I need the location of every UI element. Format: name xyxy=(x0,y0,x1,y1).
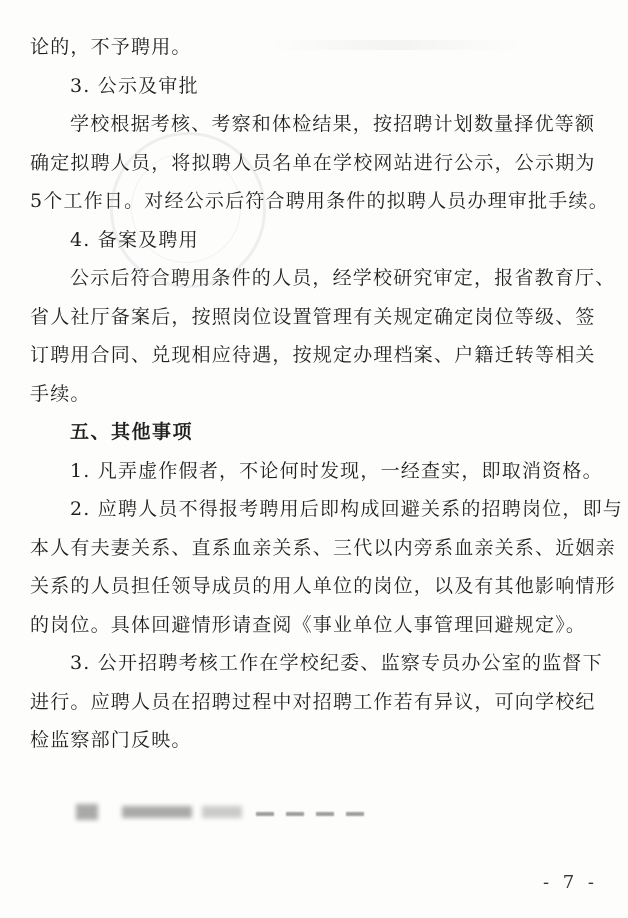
bleed-through-mark xyxy=(270,40,520,50)
body-line: 学校根据考核、考察和体检结果，按招聘计划数量择优等额 xyxy=(70,113,596,135)
body-line: 公示后符合聘用条件的人员，经学校研究审定，报省教育厅、 xyxy=(70,267,616,289)
body-line: 手续。 xyxy=(30,382,91,405)
subsection-heading: 4. 备案及聘用 xyxy=(70,228,199,251)
body-line: 省人社厅备案后，按照岗位设置管理有关规定确定岗位等级、签 xyxy=(30,305,596,328)
body-line: 1. 凡弄虚作假者，不论何时发现，一经查实，即取消资格。 xyxy=(70,459,603,482)
redacted-signature xyxy=(76,798,376,824)
body-line: 关系的人员担任领导成员的用人单位的岗位，以及有其他影响情形 xyxy=(30,575,616,597)
body-line: 2. 应聘人员不得报考聘用后即构成回避关系的招聘岗位，即与 xyxy=(70,498,623,520)
page-number: - 7 - xyxy=(542,872,598,893)
subsection-heading: 3. 公示及审批 xyxy=(70,74,199,97)
body-line: 检监察部门反映。 xyxy=(30,729,192,751)
body-line: 进行。应聘人员在招聘过程中对招聘工作若有异议，可向学校纪 xyxy=(30,690,596,713)
body-line: 3. 公开招聘考核工作在学校纪委、监察专员办公室的监督下 xyxy=(70,652,603,674)
body-line: 5个工作日。对经公示后符合聘用条件的拟聘人员办理审批手续。 xyxy=(30,190,609,212)
body-line: 本人有夫妻关系、直系血亲关系、三代以内旁系血亲关系、近姻亲 xyxy=(30,536,616,559)
body-line: 订聘用合同、兑现相应待遇，按规定办理档案、户籍迁转等相关 xyxy=(30,344,596,366)
body-line: 确定拟聘人员，将拟聘人员名单在学校网站进行公示，公示期为 xyxy=(30,151,596,174)
body-line: 的岗位。具体回避情形请查阅《事业单位人事管理回避规定》。 xyxy=(30,613,587,636)
section-heading: 五、其他事项 xyxy=(70,421,194,443)
body-line: 论的，不予聘用。 xyxy=(30,36,192,58)
